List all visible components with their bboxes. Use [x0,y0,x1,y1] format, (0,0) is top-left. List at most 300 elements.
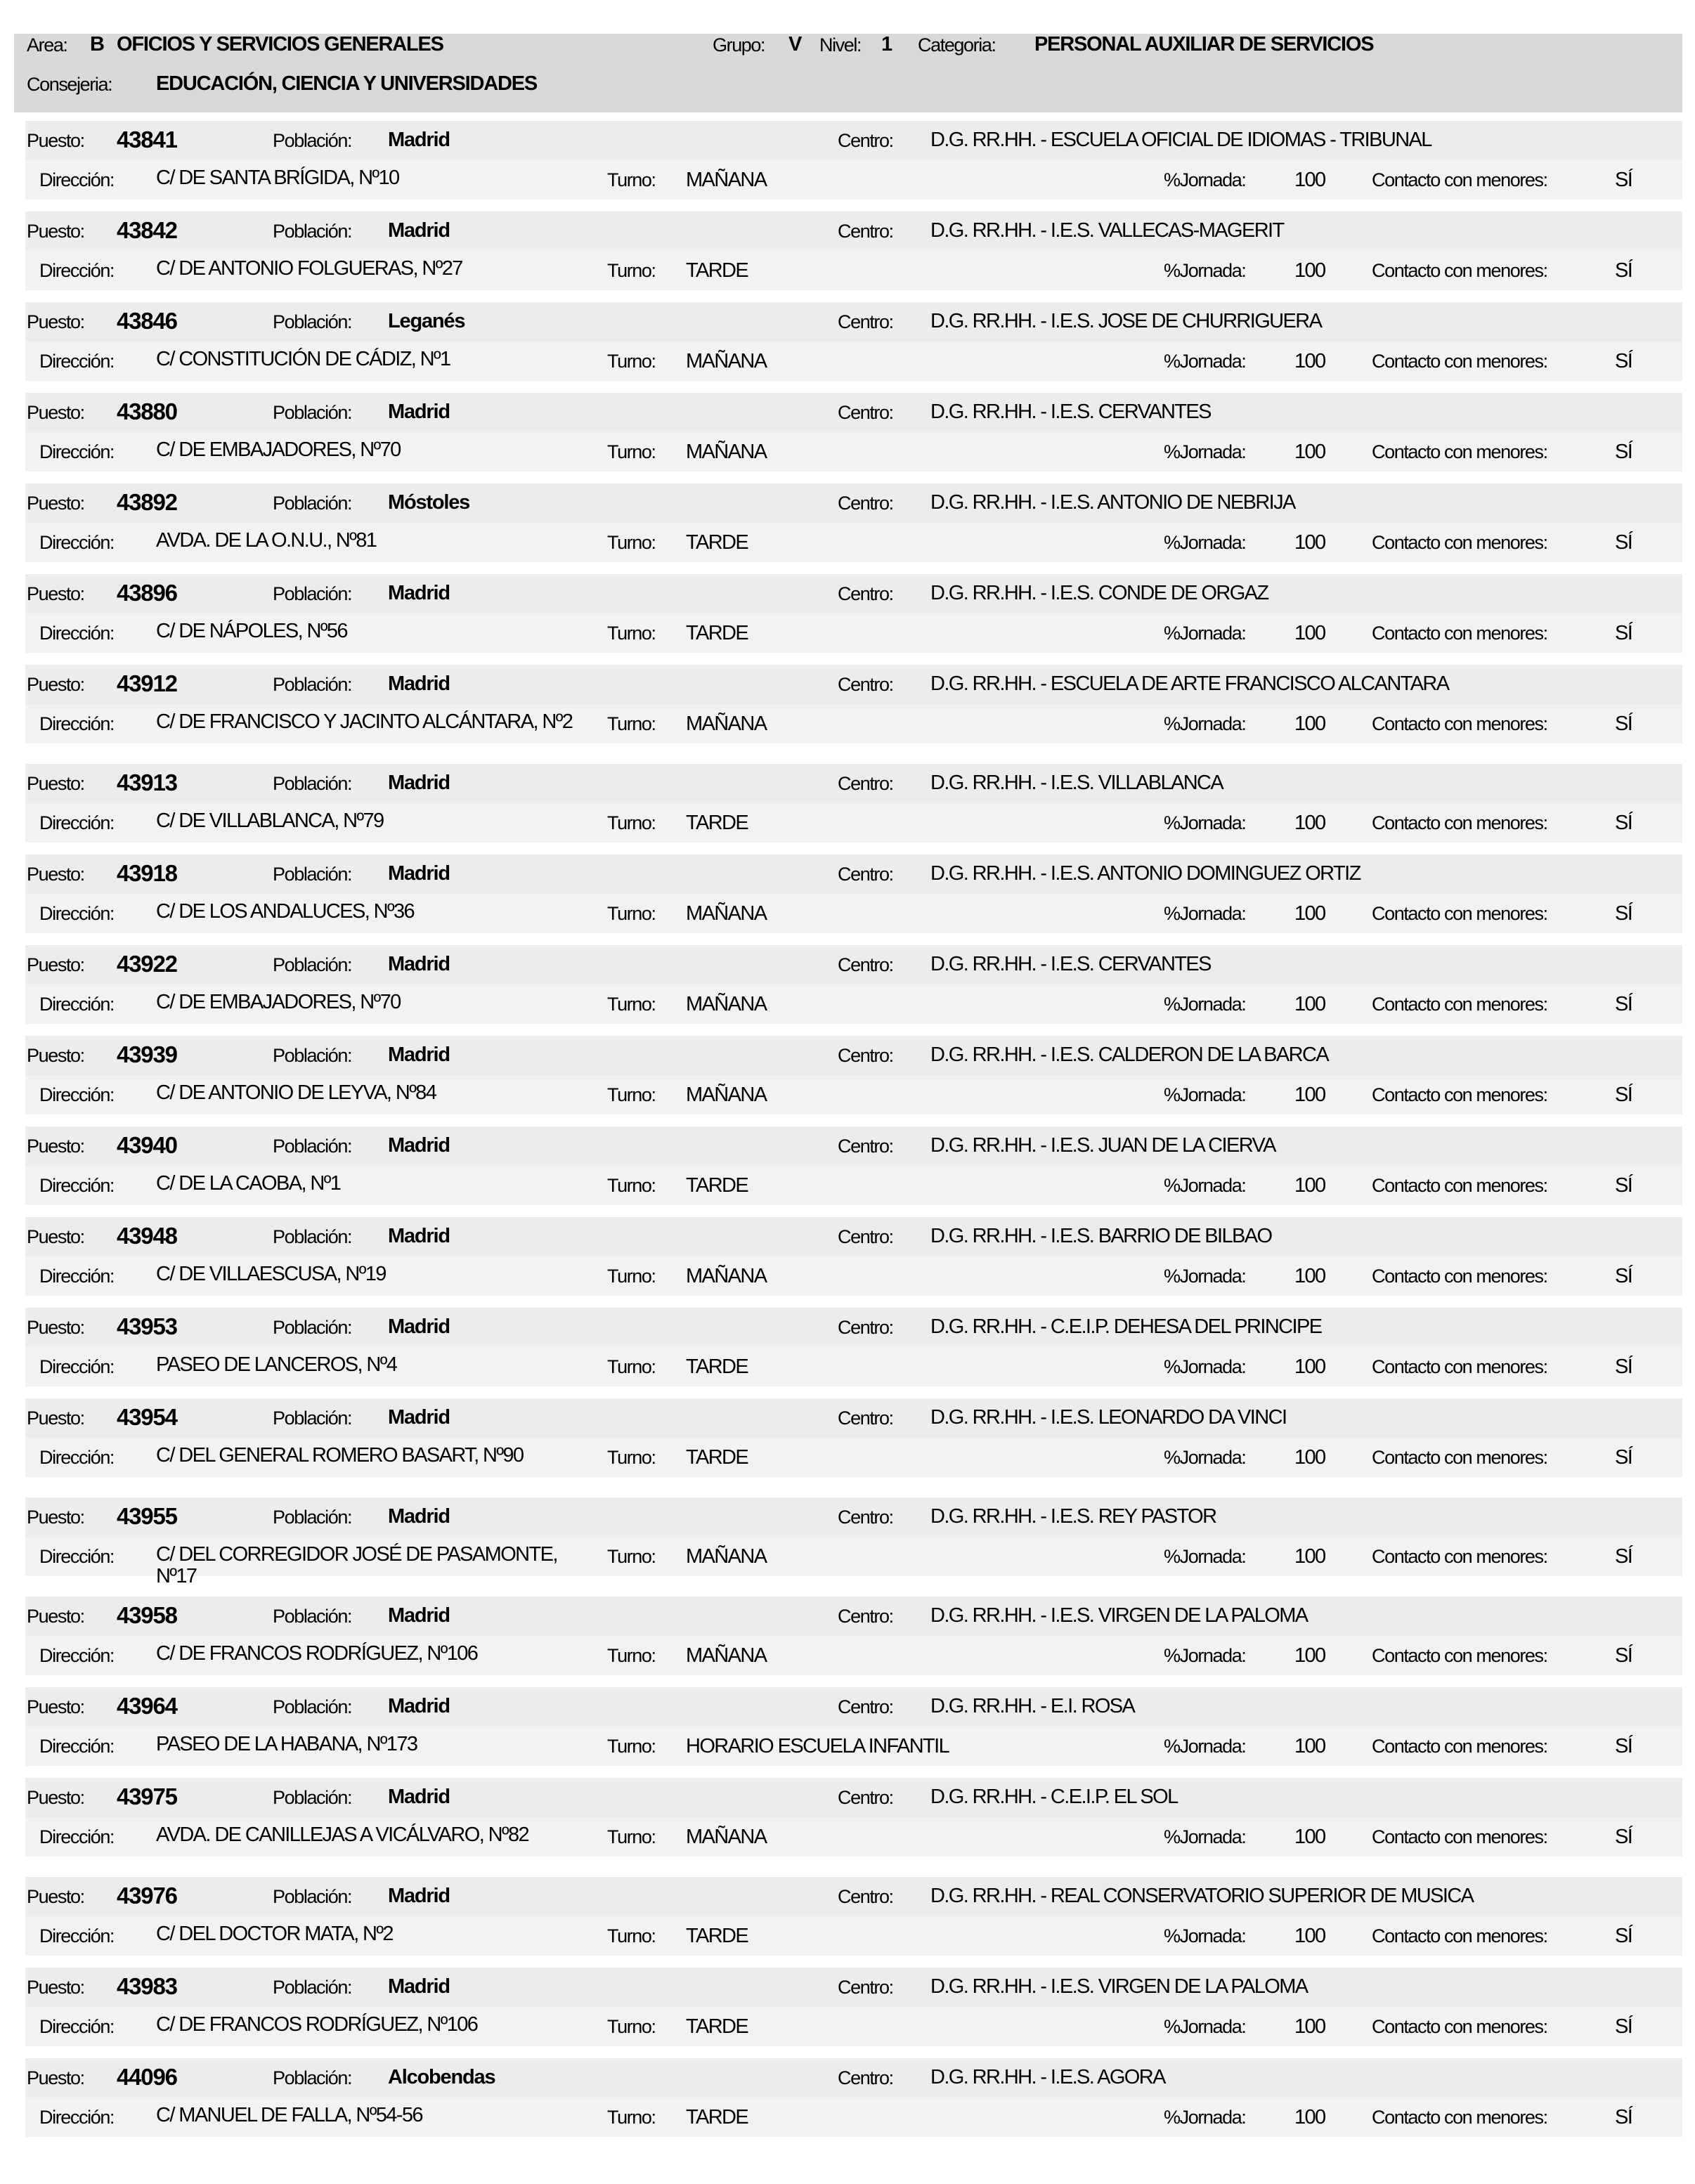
puesto-number: 43958 [117,1602,177,1628]
jornada-value: 100 [1294,1265,1325,1287]
centro-value: D.G. RR.HH. - E.I. ROSA [930,1695,1135,1717]
direccion-label: Dirección: [39,1736,115,1757]
puesto-label: Puesto: [27,130,84,151]
turno-label: Turno: [607,713,656,734]
jornada-value: 100 [1294,2106,1325,2128]
jornada-label: %Jornada: [1164,1175,1246,1196]
jornada-label: %Jornada: [1164,169,1246,190]
area-name: OFICIOS Y SERVICIOS GENERALES [117,33,443,56]
contacto-label: Contacto con menores: [1372,1084,1547,1105]
centro-value: D.G. RR.HH. - I.E.S. REY PASTOR [930,1505,1216,1528]
poblacion-label: Población: [273,2067,352,2088]
poblacion-value: Madrid [388,1315,450,1338]
direccion-value: C/ DE LOS ANDALUCES, Nº36 [156,900,415,923]
turno-value: MAÑANA [686,902,767,925]
centro-label: Centro: [838,674,893,695]
contacto-label: Contacto con menores: [1372,2016,1547,2037]
nivel-value: 1 [881,33,892,56]
jornada-value: 100 [1294,812,1325,834]
direccion-value: C/ MANUEL DE FALLA, Nº54-56 [156,2104,422,2126]
puesto-label: Puesto: [27,954,84,975]
direccion-value: C/ DE FRANCISCO Y JACINTO ALCÁNTARA, Nº2 [156,710,573,733]
puesto-label: Puesto: [27,773,84,794]
poblacion-label: Población: [273,1408,352,1429]
direccion-label: Dirección: [39,1645,115,1666]
direccion-label: Dirección: [39,1546,115,1567]
direccion-value: C/ DEL CORREGIDOR JOSÉ DE PASAMONTE, Nº17 [156,1543,557,1587]
turno-value: MAÑANA [686,1545,767,1568]
jornada-label: %Jornada: [1164,1266,1246,1287]
turno-value: MAÑANA [686,1084,767,1106]
puesto-number: 43841 [117,126,177,152]
centro-value: D.G. RR.HH. - I.E.S. JOSE DE CHURRIGUERA [930,310,1322,332]
centro-value: D.G. RR.HH. - I.E.S. BARRIO DE BILBAO [930,1225,1272,1247]
turno-label: Turno: [607,532,656,553]
centro-label: Centro: [838,1886,893,1907]
contacto-label: Contacto con menores: [1372,713,1547,734]
contacto-label: Contacto con menores: [1372,169,1547,190]
jornada-label: %Jornada: [1164,441,1246,462]
turno-value: TARDE [686,1446,748,1469]
poblacion-label: Población: [273,1977,352,1998]
centro-label: Centro: [838,493,893,514]
puesto-number: 43913 [117,769,177,795]
jornada-value: 100 [1294,350,1325,372]
centro-label: Centro: [838,1787,893,1808]
turno-value: TARDE [686,622,748,644]
jornada-value: 100 [1294,1545,1325,1568]
contacto-value: SÍ [1615,259,1632,282]
centro-value: D.G. RR.HH. - I.E.S. ANTONIO DE NEBRIJA [930,491,1295,514]
jornada-label: %Jornada: [1164,812,1246,833]
direccion-label: Dirección: [39,1356,115,1377]
poblacion-label: Población: [273,674,352,695]
contacto-value: SÍ [1615,1084,1632,1106]
puesto-number: 43896 [117,580,177,606]
contacto-value: SÍ [1615,1644,1632,1667]
puesto-number: 43842 [117,217,177,243]
turno-label: Turno: [607,1645,656,1666]
turno-value: TARDE [686,259,748,282]
jornada-label: %Jornada: [1164,532,1246,553]
turno-value: MAÑANA [686,350,767,372]
jornada-value: 100 [1294,1826,1325,1848]
centro-value: D.G. RR.HH. - REAL CONSERVATORIO SUPERIOR DE MUSICA [930,1885,1474,1907]
centro-label: Centro: [838,1317,893,1338]
turno-label: Turno: [607,1447,656,1468]
puesto-number: 43939 [117,1041,177,1067]
turno-label: Turno: [607,1736,656,1757]
direccion-label: Dirección: [39,1826,115,1847]
direccion-value: C/ CONSTITUCIÓN DE CÁDIZ, Nº1 [156,348,450,370]
jornada-label: %Jornada: [1164,1826,1246,1847]
contacto-value: SÍ [1615,622,1632,644]
poblacion-value: Madrid [388,1044,450,1066]
poblacion-value: Madrid [388,1505,450,1528]
centro-label: Centro: [838,864,893,885]
jornada-value: 100 [1294,713,1325,735]
centro-value: D.G. RR.HH. - I.E.S. AGORA [930,2066,1165,2088]
contacto-label: Contacto con menores: [1372,1645,1547,1666]
centro-label: Centro: [838,402,893,423]
turno-value: TARDE [686,531,748,554]
direccion-label: Dirección: [39,169,115,190]
direccion-value: C/ DEL GENERAL ROMERO BASART, Nº90 [156,1444,524,1467]
jornada-label: %Jornada: [1164,1447,1246,1468]
turno-label: Turno: [607,1356,656,1377]
contacto-value: SÍ [1615,713,1632,735]
puesto-label: Puesto: [27,1696,84,1717]
contacto-value: SÍ [1615,350,1632,372]
puesto-number: 43892 [117,489,177,515]
centro-value: D.G. RR.HH. - I.E.S. CERVANTES [930,401,1211,423]
puesto-label: Puesto: [27,1226,84,1247]
puesto-label: Puesto: [27,1507,84,1528]
contacto-label: Contacto con menores: [1372,1826,1547,1847]
turno-label: Turno: [607,1925,656,1946]
poblacion-label: Población: [273,221,352,242]
turno-label: Turno: [607,903,656,924]
direccion-value: AVDA. DE CANILLEJAS A VICÁLVARO, Nº82 [156,1824,529,1846]
centro-label: Centro: [838,311,893,332]
centro-value: D.G. RR.HH. - I.E.S. VIRGEN DE LA PALOMA [930,1604,1308,1627]
turno-label: Turno: [607,1175,656,1196]
area-label: Area: [27,34,67,56]
contacto-value: SÍ [1615,1925,1632,1947]
poblacion-label: Población: [273,311,352,332]
contacto-value: SÍ [1615,902,1632,925]
turno-value: MAÑANA [686,1826,767,1848]
contacto-label: Contacto con menores: [1372,441,1547,462]
jornada-value: 100 [1294,1446,1325,1469]
contacto-value: SÍ [1615,531,1632,554]
contacto-label: Contacto con menores: [1372,1175,1547,1196]
turno-value: MAÑANA [686,169,767,191]
turno-value: MAÑANA [686,441,767,463]
jornada-value: 100 [1294,259,1325,282]
direccion-label: Dirección: [39,1925,115,1946]
categoria-value: PERSONAL AUXILIAR DE SERVICIOS [1034,33,1374,56]
direccion-value: C/ DE VILLAESCUSA, Nº19 [156,1263,386,1285]
poblacion-label: Población: [273,583,352,604]
direccion-label: Dirección: [39,260,115,281]
turno-label: Turno: [607,2016,656,2037]
jornada-label: %Jornada: [1164,1084,1246,1105]
direccion-label: Dirección: [39,713,115,734]
turno-value: TARDE [686,1356,748,1378]
direccion-value: C/ DE EMBAJADORES, Nº70 [156,991,401,1013]
turno-value: MAÑANA [686,1265,767,1287]
contacto-value: SÍ [1615,2106,1632,2128]
contacto-label: Contacto con menores: [1372,1447,1547,1468]
direccion-value: C/ DE SANTA BRÍGIDA, Nº10 [156,167,399,189]
puesto-number: 43983 [117,1973,177,1999]
grupo-value: V [788,33,802,56]
direccion-value: PASEO DE LA HABANA, Nº173 [156,1733,417,1755]
contacto-value: SÍ [1615,441,1632,463]
jornada-label: %Jornada: [1164,2107,1246,2128]
turno-label: Turno: [607,994,656,1015]
direccion-value: C/ DEL DOCTOR MATA, Nº2 [156,1923,393,1945]
poblacion-label: Población: [273,773,352,794]
puesto-number: 43922 [117,951,177,977]
poblacion-value: Leganés [388,310,465,332]
centro-value: D.G. RR.HH. - I.E.S. ANTONIO DOMINGUEZ ORTIZ [930,862,1360,885]
poblacion-label: Población: [273,1045,352,1066]
poblacion-value: Madrid [388,219,450,242]
jornada-value: 100 [1294,622,1325,644]
direccion-value: C/ DE LA CAOBA, Nº1 [156,1172,341,1195]
jornada-value: 100 [1294,531,1325,554]
turno-value: TARDE [686,2015,748,2038]
centro-label: Centro: [838,954,893,975]
turno-value: TARDE [686,812,748,834]
contacto-label: Contacto con menores: [1372,623,1547,644]
centro-value: D.G. RR.HH. - I.E.S. LEONARDO DA VINCI [930,1406,1287,1429]
jornada-value: 100 [1294,1644,1325,1667]
direccion-label: Dirección: [39,1447,115,1468]
poblacion-label: Población: [273,1226,352,1247]
centro-value: D.G. RR.HH. - I.E.S. JUAN DE LA CIERVA [930,1134,1275,1157]
turno-value: MAÑANA [686,1644,767,1667]
poblacion-value: Madrid [388,1786,450,1808]
contacto-label: Contacto con menores: [1372,2107,1547,2128]
poblacion-value: Móstoles [388,491,470,514]
centro-label: Centro: [838,1226,893,1247]
centro-label: Centro: [838,1408,893,1429]
centro-value: D.G. RR.HH. - C.E.I.P. EL SOL [930,1786,1178,1808]
direccion-label: Dirección: [39,1175,115,1196]
area-code: B [90,33,104,56]
centro-label: Centro: [838,583,893,604]
jornada-label: %Jornada: [1164,1356,1246,1377]
jornada-label: %Jornada: [1164,903,1246,924]
contacto-value: SÍ [1615,993,1632,1015]
jornada-label: %Jornada: [1164,713,1246,734]
jornada-value: 100 [1294,1735,1325,1757]
poblacion-value: Madrid [388,582,450,604]
jornada-value: 100 [1294,1174,1325,1197]
contacto-label: Contacto con menores: [1372,812,1547,833]
turno-label: Turno: [607,260,656,281]
puesto-number: 44096 [117,2064,177,2090]
jornada-value: 100 [1294,902,1325,925]
jornada-label: %Jornada: [1164,351,1246,372]
turno-label: Turno: [607,2107,656,2128]
puesto-number: 43846 [117,308,177,334]
puesto-number: 43976 [117,1883,177,1909]
contacto-label: Contacto con menores: [1372,994,1547,1015]
centro-value: D.G. RR.HH. - I.E.S. VALLECAS-MAGERIT [930,219,1284,242]
turno-label: Turno: [607,812,656,833]
direccion-value: PASEO DE LANCEROS, Nº4 [156,1353,397,1376]
poblacion-label: Población: [273,1787,352,1808]
puesto-label: Puesto: [27,1045,84,1066]
turno-label: Turno: [607,1266,656,1287]
centro-label: Centro: [838,1977,893,1998]
poblacion-label: Población: [273,493,352,514]
turno-label: Turno: [607,169,656,190]
poblacion-label: Población: [273,1606,352,1627]
puesto-label: Puesto: [27,1787,84,1808]
contacto-label: Contacto con menores: [1372,1925,1547,1946]
puesto-label: Puesto: [27,583,84,604]
jornada-label: %Jornada: [1164,1645,1246,1666]
direccion-value: C/ DE NÁPOLES, Nº56 [156,620,347,642]
contacto-label: Contacto con menores: [1372,532,1547,553]
puesto-number: 43880 [117,398,177,424]
categoria-label: Categoria: [918,34,996,56]
direccion-label: Dirección: [39,2107,115,2128]
poblacion-label: Población: [273,402,352,423]
direccion-value: C/ DE FRANCOS RODRÍGUEZ, Nº106 [156,2013,478,2036]
direccion-label: Dirección: [39,532,115,553]
centro-label: Centro: [838,130,893,151]
contacto-label: Contacto con menores: [1372,351,1547,372]
direccion-label: Dirección: [39,623,115,644]
direccion-value: AVDA. DE LA O.N.U., Nº81 [156,529,377,552]
contacto-value: SÍ [1615,1735,1632,1757]
poblacion-label: Población: [273,1317,352,1338]
puesto-number: 43940 [117,1132,177,1158]
puesto-number: 43912 [117,670,177,696]
contacto-value: SÍ [1615,1826,1632,1848]
contacto-label: Contacto con menores: [1372,260,1547,281]
centro-value: D.G. RR.HH. - I.E.S. VILLABLANCA [930,772,1223,794]
poblacion-label: Población: [273,954,352,975]
contacto-value: SÍ [1615,2015,1632,2038]
poblacion-label: Población: [273,1136,352,1157]
contacto-label: Contacto con menores: [1372,1266,1547,1287]
poblacion-value: Madrid [388,1134,450,1157]
poblacion-value: Madrid [388,129,450,151]
jornada-label: %Jornada: [1164,994,1246,1015]
turno-label: Turno: [607,1826,656,1847]
poblacion-value: Madrid [388,772,450,794]
jornada-label: %Jornada: [1164,1736,1246,1757]
jornada-value: 100 [1294,169,1325,191]
puesto-label: Puesto: [27,221,84,242]
turno-label: Turno: [607,351,656,372]
puesto-number: 43953 [117,1313,177,1339]
jornada-value: 100 [1294,993,1325,1015]
puesto-label: Puesto: [27,311,84,332]
jornada-label: %Jornada: [1164,2016,1246,2037]
poblacion-value: Madrid [388,1695,450,1717]
jornada-value: 100 [1294,2015,1325,2038]
puesto-label: Puesto: [27,1977,84,1998]
direccion-value: C/ DE VILLABLANCA, Nº79 [156,810,384,832]
contacto-value: SÍ [1615,1356,1632,1378]
centro-value: D.G. RR.HH. - I.E.S. VIRGEN DE LA PALOMA [930,1975,1308,1998]
puesto-label: Puesto: [27,864,84,885]
contacto-value: SÍ [1615,1174,1632,1197]
contacto-label: Contacto con menores: [1372,1356,1547,1377]
poblacion-value: Madrid [388,1885,450,1907]
poblacion-label: Población: [273,1696,352,1717]
contacto-value: SÍ [1615,169,1632,191]
centro-label: Centro: [838,773,893,794]
turno-label: Turno: [607,623,656,644]
puesto-number: 43964 [117,1693,177,1719]
direccion-label: Dirección: [39,351,115,372]
centro-value: D.G. RR.HH. - ESCUELA DE ARTE FRANCISCO ALCANTARA [930,672,1449,695]
puesto-label: Puesto: [27,674,84,695]
poblacion-label: Población: [273,1886,352,1907]
contacto-value: SÍ [1615,1265,1632,1287]
poblacion-value: Madrid [388,672,450,695]
poblacion-value: Alcobendas [388,2066,495,2088]
centro-label: Centro: [838,1136,893,1157]
puesto-label: Puesto: [27,1317,84,1338]
direccion-value: C/ DE ANTONIO FOLGUERAS, Nº27 [156,257,462,280]
poblacion-value: Madrid [388,953,450,975]
contacto-value: SÍ [1615,1545,1632,1568]
turno-label: Turno: [607,1084,656,1105]
contacto-label: Contacto con menores: [1372,903,1547,924]
turno-value: TARDE [686,1925,748,1947]
direccion-value: C/ DE ANTONIO DE LEYVA, Nº84 [156,1081,436,1104]
turno-value: HORARIO ESCUELA INFANTIL [686,1735,949,1757]
poblacion-label: Población: [273,1507,352,1528]
centro-label: Centro: [838,221,893,242]
jornada-label: %Jornada: [1164,1546,1246,1567]
jornada-value: 100 [1294,1356,1325,1378]
poblacion-value: Madrid [388,1225,450,1247]
puesto-label: Puesto: [27,2067,84,2088]
direccion-label: Dirección: [39,1084,115,1105]
puesto-label: Puesto: [27,1606,84,1627]
centro-value: D.G. RR.HH. - ESCUELA OFICIAL DE IDIOMAS - TRIBUNAL [930,129,1431,151]
puesto-number: 43975 [117,1783,177,1809]
centro-value: D.G. RR.HH. - C.E.I.P. DEHESA DEL PRINCIPE [930,1315,1322,1338]
jornada-label: %Jornada: [1164,1925,1246,1946]
poblacion-value: Madrid [388,1604,450,1627]
poblacion-value: Madrid [388,1975,450,1998]
puesto-label: Puesto: [27,402,84,423]
centro-value: D.G. RR.HH. - I.E.S. CONDE DE ORGAZ [930,582,1268,604]
turno-label: Turno: [607,1546,656,1567]
contacto-value: SÍ [1615,1446,1632,1469]
direccion-label: Dirección: [39,903,115,924]
centro-value: D.G. RR.HH. - I.E.S. CALDERON DE LA BARCA [930,1044,1329,1066]
turno-value: TARDE [686,2106,748,2128]
puesto-number: 43948 [117,1223,177,1249]
direccion-label: Dirección: [39,2016,115,2037]
consejeria-value: EDUCACIÓN, CIENCIA Y UNIVERSIDADES [156,72,537,95]
direccion-label: Dirección: [39,1266,115,1287]
direccion-label: Dirección: [39,812,115,833]
direccion-value: C/ DE EMBAJADORES, Nº70 [156,438,401,461]
direccion-value: C/ DE FRANCOS RODRÍGUEZ, Nº106 [156,1642,478,1665]
direccion-label: Dirección: [39,994,115,1015]
centro-label: Centro: [838,2067,893,2088]
centro-label: Centro: [838,1045,893,1066]
poblacion-value: Madrid [388,401,450,423]
nivel-label: Nivel: [819,34,862,56]
jornada-value: 100 [1294,441,1325,463]
jornada-value: 100 [1294,1084,1325,1106]
poblacion-value: Madrid [388,1406,450,1429]
centro-label: Centro: [838,1696,893,1717]
jornada-label: %Jornada: [1164,623,1246,644]
puesto-number: 43918 [117,860,177,886]
grupo-label: Grupo: [713,34,765,56]
turno-label: Turno: [607,441,656,462]
poblacion-label: Población: [273,864,352,885]
turno-value: MAÑANA [686,713,767,735]
centro-label: Centro: [838,1606,893,1627]
